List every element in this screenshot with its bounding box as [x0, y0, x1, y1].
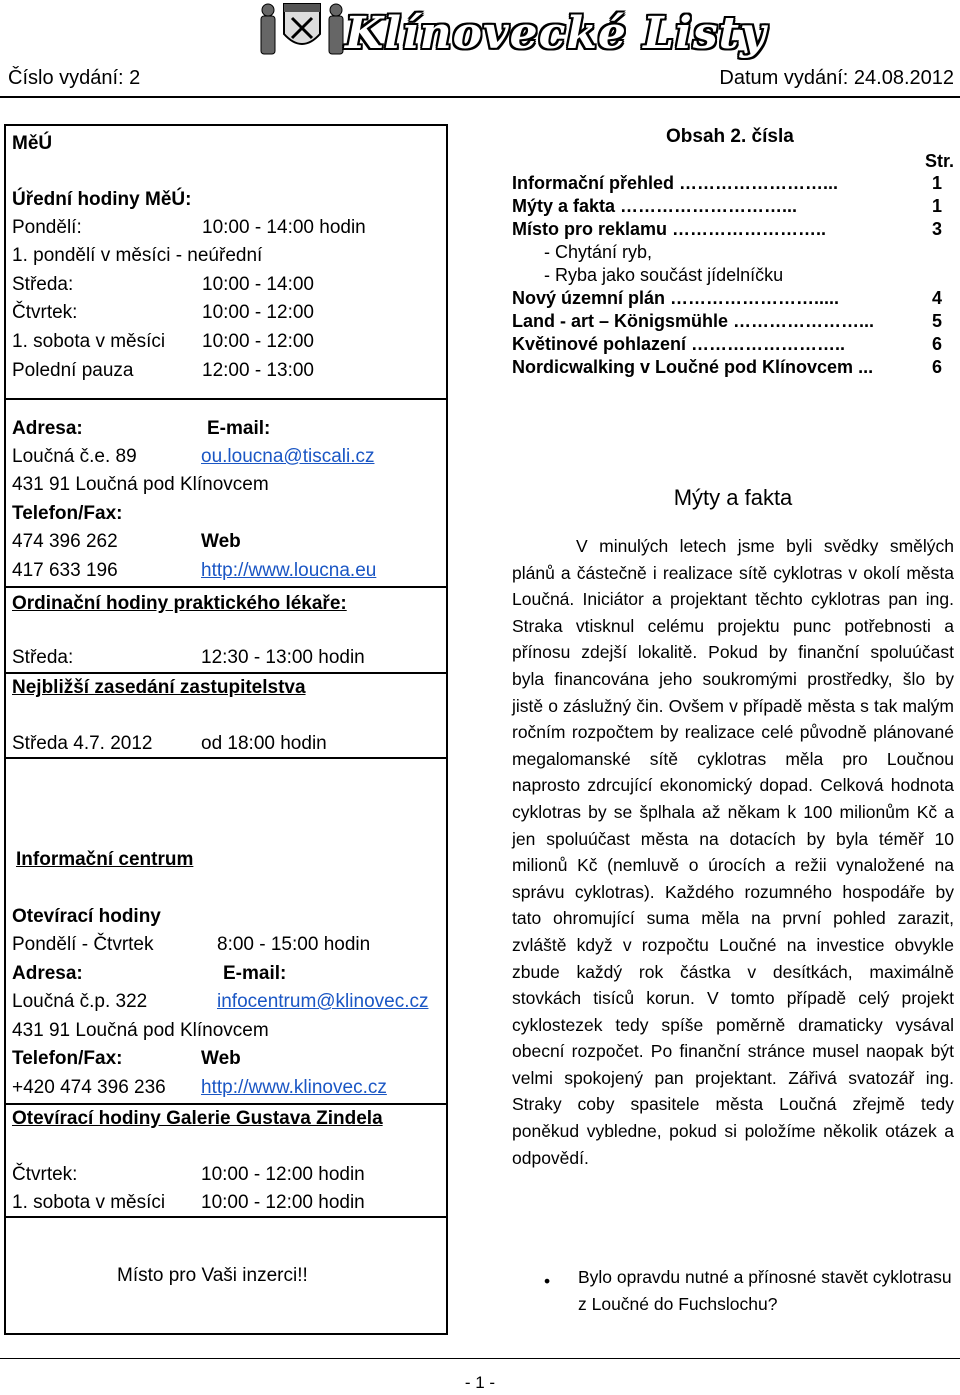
toc-entry[interactable]: Nový územní plán …………………….....: [512, 288, 840, 308]
ic-address-label: Adresa:: [12, 963, 83, 984]
ic-address-line: 431 91 Loučná pod Klínovcem: [12, 1020, 269, 1041]
footer-rule: [0, 1358, 960, 1359]
ic-email-label: E-mail:: [223, 963, 287, 984]
phone-number: 474 396 262: [12, 531, 118, 552]
ic-email-link[interactable]: infocentrum@klinovec.cz: [217, 991, 429, 1012]
toc-page: 3: [932, 219, 943, 239]
hours-day: 1. sobota v měsíci: [12, 331, 166, 352]
office-hours-heading: Úřední hodiny MěÚ:: [12, 189, 192, 210]
meu-heading: MěÚ: [12, 133, 53, 154]
page-number: - 1 -: [464, 1373, 496, 1392]
opening-hours-label: Otevírací hodiny: [12, 906, 161, 927]
toc-page: 6: [932, 357, 943, 377]
ic-address-line: Loučná č.p. 322: [12, 991, 148, 1012]
article-paragraph: V minulých letech jsme byli svědky smělých plánů a částečně i realizace sítě cyklotras v okolí města Loučná. Iniciátor a projektant těchto cyklotras pan ing. Straka vtisknul celému projektu punc potřebnosti a přínosu zdejší lokalitě. Pokud by finanční spoluúčast byla financována jeho soukromými prostředky, šlo by jistě o záslužný čin. Ovšem v případě města s tak malým ročním rozpočtem by realizace celé původně plánované megalomanské sítě cyklotras měla pro Loučnou naprosto zdrcující ekonomický dopad. Celková hodnota cyklotras by se šplhala až někam k 100 milionům Kč a jen spoluúčast města na dotacích by byla téměř 10 milionů Kč (nemluvě o úrocích a režii vynaložené na správu cyklotras). Každého rozumného hospodáře by tato ohromující suma měla na první pohled zarazit, zvláště když v rozpočtu Loučné na investice obvykle zbude každý rok částka v desítkách, maximálně stovkách tisíců korun. V tomto případě celý projekt cyklostezek tedy spíše poměrně dramaticky vysával obecní rozpočet. Po finanční stránce musel naopak být velmi spokojený pan projektant. Zářivá svatozář ing. Straky coby spasitele města Loučná zřejmě tedy poněkud vybledne, pokud si položíme několik otázek a odpovědí.: [512, 536, 954, 1168]
web-link[interactable]: http://www.loucna.eu: [201, 560, 377, 581]
toc-entry[interactable]: Mýty a fakta ………………………...: [512, 196, 798, 216]
phone-label: Telefon/Fax:: [12, 503, 123, 524]
header-rule: [0, 96, 960, 98]
toc-sub-item: - Ryba jako součást jídelníčku: [544, 265, 784, 285]
address-label: Adresa:: [12, 418, 83, 439]
hours-day: Čtvrtek:: [12, 302, 78, 323]
left-box-border-top: [4, 124, 448, 126]
issue-number: Číslo vydání: 2: [8, 67, 141, 89]
toc-page-label: Str.: [924, 151, 954, 171]
left-box-border-bottom: [4, 1333, 448, 1335]
article-bullet: Bylo opravdu nutné a přínosné stavět cyklotrasu z Loučné do Fuchslochu?: [578, 1267, 952, 1314]
ic-web-link[interactable]: http://www.klinovec.cz: [201, 1077, 387, 1098]
council-date: Středa 4.7. 2012: [12, 733, 153, 754]
hours-day: Středa:: [12, 274, 74, 295]
toc-entry[interactable]: Květinové pohlazení ……………………..: [512, 334, 846, 354]
divider: [4, 398, 448, 400]
address-line: Loučná č.e. 89: [12, 446, 137, 467]
toc-entry[interactable]: Místo pro reklamu ……………………..: [512, 219, 827, 239]
hours-time: 10:00 - 12:00: [202, 331, 314, 352]
ic-phone: +420 474 396 236: [12, 1077, 166, 1098]
ic-web-label: Web: [201, 1048, 241, 1069]
toc-page: 5: [932, 311, 943, 331]
toc-entry[interactable]: Land - art – Königsmühle …………………...: [512, 311, 875, 331]
toc-entry[interactable]: Informační přehled ……………………...: [512, 173, 839, 193]
gallery-day: Čtvrtek:: [12, 1164, 78, 1185]
hours-day: 1. pondělí v měsíci - neúřední: [12, 245, 263, 266]
email-label: E-mail:: [207, 418, 271, 439]
phone-number: 417 633 196: [12, 560, 118, 581]
toc-entry[interactable]: Nordicwalking v Loučné pod Klínovcem ...: [512, 357, 874, 377]
ic-time: 8:00 - 15:00 hodin: [217, 934, 371, 955]
logo-emblem: [256, 0, 348, 58]
doctor-day: Středa:: [12, 647, 74, 668]
bullet-icon: •: [544, 1271, 551, 1291]
gallery-heading: Otevírací hodiny Galerie Gustava Zindela: [12, 1108, 383, 1129]
gallery-time: 10:00 - 12:00 hodin: [201, 1192, 365, 1213]
toc-page: 6: [932, 334, 943, 354]
council-time: od 18:00 hodin: [201, 733, 327, 754]
toc-sub-item: - Chytání ryb,: [544, 242, 653, 262]
left-box-border-right: [446, 124, 448, 1334]
newsletter-title: Klínovecké Listy: [345, 8, 767, 59]
doctor-heading: Ordinační hodiny praktického lékaře:: [12, 593, 347, 614]
hours-time: 10:00 - 14:00 hodin: [202, 217, 366, 238]
article-heading: Mýty a fakta: [673, 485, 793, 510]
gallery-time: 10:00 - 12:00 hodin: [201, 1164, 365, 1185]
hours-day: Pondělí:: [12, 217, 82, 238]
web-label: Web: [201, 531, 241, 552]
gallery-day: 1. sobota v měsíci: [12, 1192, 166, 1213]
ad-placeholder: Místo pro Vaši inzerci!!: [117, 1265, 308, 1286]
hours-day: Polední pauza: [12, 360, 134, 381]
left-box-border-left: [4, 124, 6, 1334]
hours-time: 10:00 - 12:00: [202, 302, 314, 323]
toc-page: 1: [932, 196, 943, 216]
ic-days: Pondělí - Čtvrtek: [12, 934, 154, 955]
hours-time: 10:00 - 14:00: [202, 274, 314, 295]
toc-page: 1: [932, 173, 943, 193]
hours-time: 12:00 - 13:00: [202, 360, 314, 381]
toc-page: 4: [932, 288, 943, 308]
info-center-heading: Informační centrum: [16, 849, 194, 870]
email-link[interactable]: ou.loucna@tiscali.cz: [201, 446, 375, 467]
ic-phone-label: Telefon/Fax:: [12, 1048, 123, 1069]
toc-heading: Obsah 2. čísla: [666, 126, 794, 147]
doctor-time: 12:30 - 13:00 hodin: [201, 647, 365, 668]
council-heading: Nejbližší zasedání zastupitelstva: [12, 677, 306, 698]
address-line: 431 91 Loučná pod Klínovcem: [12, 474, 269, 495]
issue-date: Datum vydání: 24.08.2012: [719, 67, 954, 89]
divider: [4, 586, 448, 588]
